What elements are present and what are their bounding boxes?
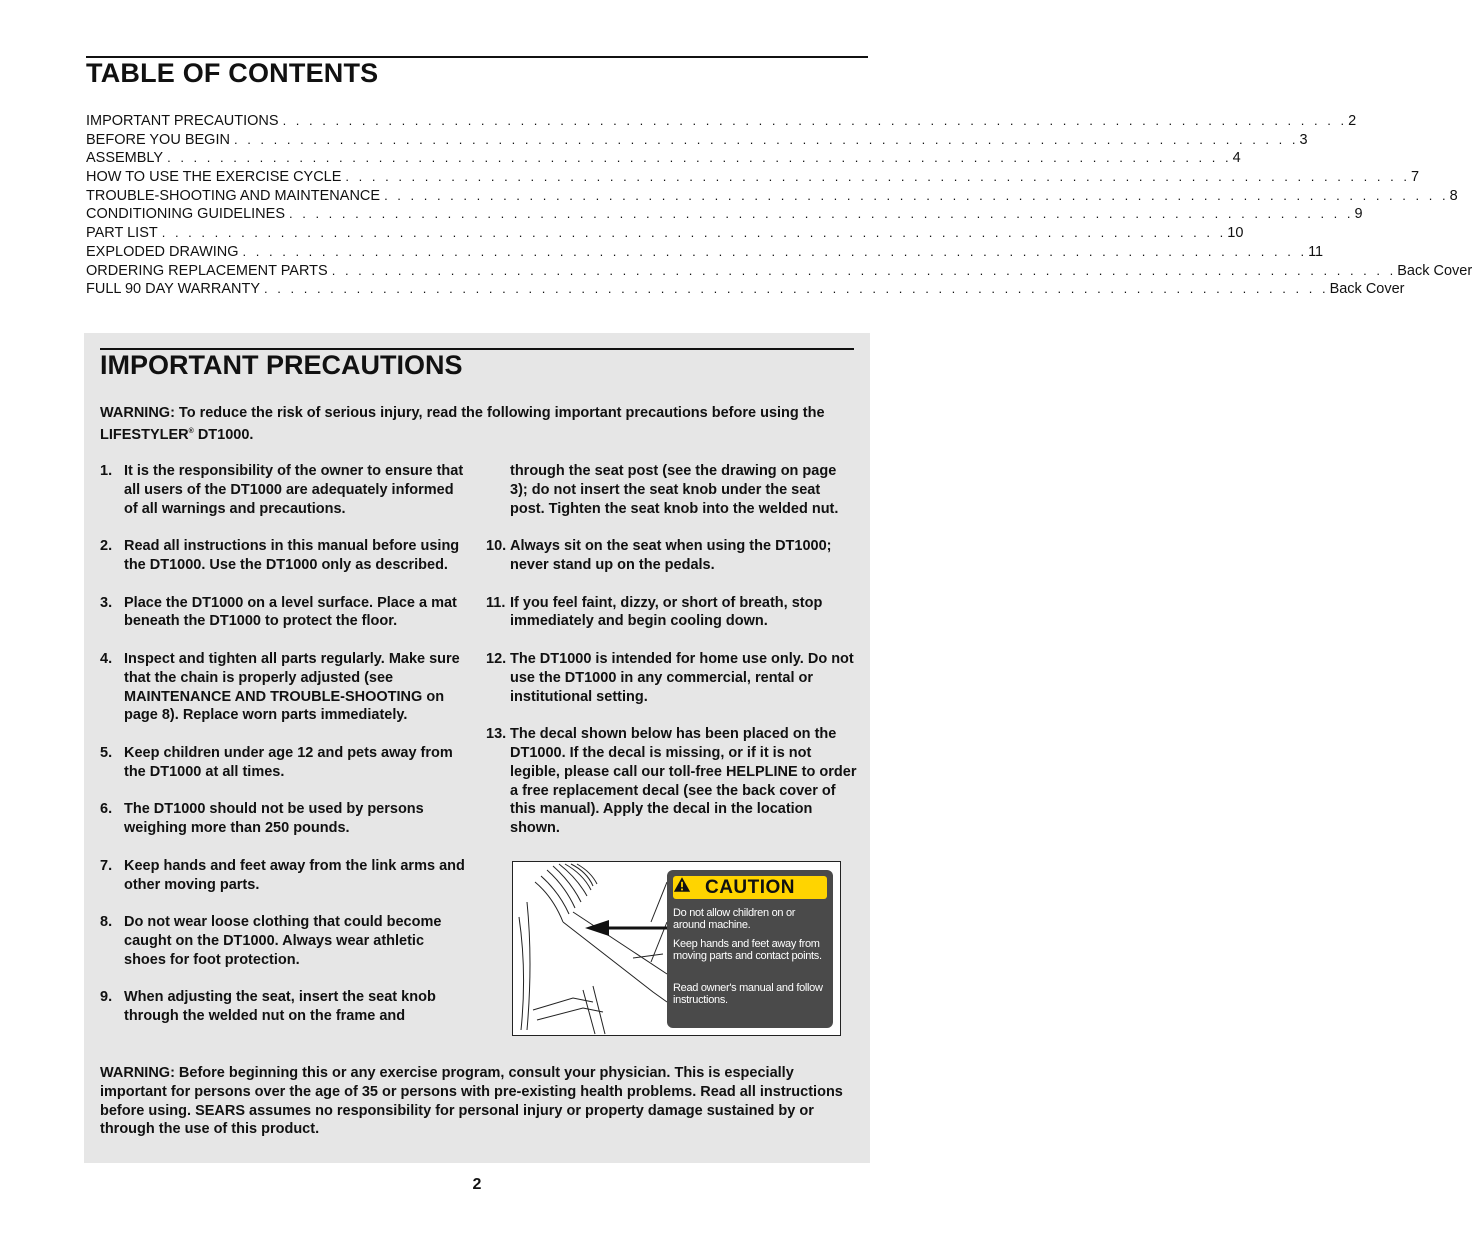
toc-entry [86, 262, 1472, 282]
precaution-item [100, 800, 468, 838]
toc-entry-label: FULL 90 DAY WARRANTY [86, 281, 261, 298]
item-number: 1. [100, 463, 113, 479]
precautions-right-column [486, 462, 858, 857]
toc-leader: . . . . . . . . . . . . . . . . . . . . . . . . . . . . . . . . . . . . . . . . . . . . . . . . . . . . . . . . . . . . . . . . . . . . . . . . . . . . . . . . . [384, 187, 1449, 203]
toc-entry-page: 10 [1227, 225, 1244, 242]
caution-heading: CAUTION [704, 876, 796, 898]
toc-leader: . . . . . . . . . . . . . . . . . . . . . . . . . . . . . . . . . . . . . . . . . . . . . . . . . . . . . . . . . . . . . . . . . . . . . . . . . . . . . . . . . [331, 262, 1397, 278]
toc-title: TABLE OF CONTENTS [86, 58, 379, 88]
item-text: Keep children under age 12 and pets away from the DT1000 at all times. [124, 744, 453, 780]
item-number: 12. [486, 650, 507, 667]
final-warning: WARNING: Before beginning this or any exercise program, consult your physician. This is especially important for persons over the age of 35 or persons with pre-existing health problems. Read all instructions before using. SEARS assumes no responsibility for personal injury or property damage sustained by or through the use of this product. [100, 1065, 843, 1138]
item-number: 7. [100, 857, 113, 874]
toc-entry-label: ASSEMBLY [86, 150, 164, 167]
precaution-item [486, 537, 858, 575]
item-text: If you feel faint, dizzy, or short of breath, stop immediately and begin cooling down. [510, 594, 823, 630]
caution-line: Do not allow children on or around machine. [673, 907, 796, 931]
item-text: Read all instructions in this manual before using the DT1000. Use the DT1000 only as described. [124, 538, 460, 573]
toc-entry-page: 8 [1449, 187, 1458, 204]
toc-leader: . . . . . . . . . . . . . . . . . . . . . . . . . . . . . . . . . . . . . . . . . . . . . . . . . . . . . . . . . . . . . . . . . . . . . . . . . . . . . . . . . [264, 281, 1329, 297]
item-continuation: through the seat post (see the drawing on page 3); do not insert the seat knob under the seat post. Tighten the seat knob into the welded nut. [510, 463, 839, 517]
item-text: Place the DT1000 on a level surface. Place a mat beneath the DT1000 to protect the floor. [124, 594, 457, 630]
toc-leader: . . . . . . . . . . . . . . . . . . . . . . . . . . . . . . . . . . . . . . . . . . . . . . . . . . . . . . . . . . . . . . . . . . . . . . . . . . . . . . . . . [289, 206, 1354, 222]
toc-entry [86, 281, 1405, 300]
precaution-item [100, 744, 468, 782]
item-number: 8. [100, 914, 113, 931]
precautions-left-column [100, 462, 468, 1045]
registered-mark: ® [188, 427, 194, 435]
precaution-item [100, 988, 468, 1026]
caution-header [673, 876, 827, 899]
precaution-item [486, 650, 858, 706]
precautions-title: IMPORTANT PRECAUTIONS [100, 350, 463, 380]
toc-entry [86, 243, 1324, 263]
item-text: The DT1000 is intended for home use only. Do not use the DT1000 in any commercial, rental or institutional setting. [510, 650, 854, 705]
toc-entry-label: CONDITIONING GUIDELINES [86, 206, 285, 223]
toc-entry [86, 225, 1244, 244]
toc-leader: . . . . . . . . . . . . . . . . . . . . . . . . . . . . . . . . . . . . . . . . . . . . . . . . . . . . . . . . . . . . . . . . . . . . . . . . . . . . . . . . . [282, 113, 1348, 128]
toc-entry-label: HOW TO USE THE EXERCISE CYCLE [86, 169, 342, 186]
item-number: 11. [486, 594, 506, 611]
toc-entry-page: 9 [1354, 206, 1363, 223]
item-text: The DT1000 should not be used by persons weighing more than 250 pounds. [124, 801, 424, 837]
precaution-item [100, 537, 468, 575]
precaution-item [100, 650, 468, 725]
toc-leader: . . . . . . . . . . . . . . . . . . . . . . . . . . . . . . . . . . . . . . . . . . . . . . . . . . . . . . . . . . . . . . . . . . . . . . . . . . . . . . . . . [242, 243, 1308, 259]
toc-entry-page: 7 [1410, 169, 1420, 186]
toc-entry [86, 113, 1357, 132]
toc-entry-page: 3 [1299, 131, 1308, 148]
item-text: When adjusting the seat, insert the seat knob through the welded nut on the frame and [124, 989, 436, 1025]
toc-entry-label: EXPLODED DRAWING [86, 243, 239, 260]
precaution-item [486, 725, 858, 838]
precaution-item [100, 913, 468, 969]
toc-entry-label: PART LIST [86, 225, 158, 242]
toc-entry [86, 131, 1308, 151]
precaution-item [100, 857, 468, 895]
item-number: 6. [100, 801, 113, 818]
item-text: The decal shown below has been placed on the DT1000. If the decal is missing, or if it is not legible, please call our toll-free HELPLINE to order a free replacement decal (see the back cover of this manual). Apply the decal in the location shown. [510, 726, 857, 837]
toc-leader: . . . . . . . . . . . . . . . . . . . . . . . . . . . . . . . . . . . . . . . . . . . . . . . . . . . . . . . . . . . . . . . . . . . . . . . . . . . . . . . . . [345, 169, 1410, 185]
toc-entry-label: IMPORTANT PRECAUTIONS [86, 113, 279, 129]
toc-entry [86, 150, 1241, 169]
toc-entry-label: TROUBLE-SHOOTING AND MAINTENANCE [86, 187, 381, 204]
toc-entry-label: BEFORE YOU BEGIN [86, 131, 230, 148]
warning-triangle-icon [673, 876, 691, 893]
toc-entry [86, 187, 1458, 207]
toc-entry [86, 169, 1420, 188]
caution-decal-illustration [512, 861, 841, 1036]
toc-leader: . . . . . . . . . . . . . . . . . . . . . . . . . . . . . . . . . . . . . . . . . . . . . . . . . . . . . . . . . . . . . . . . . . . . . . . . . . . . . . . . . [167, 150, 1232, 166]
toc-entry-page: Back Cover [1397, 262, 1472, 279]
precaution-item [100, 462, 468, 518]
item-number: 4. [100, 650, 113, 667]
toc-entry-label: ORDERING REPLACEMENT PARTS [86, 262, 328, 279]
caution-line: Read owner's manual and follow instructions. [673, 982, 823, 1006]
precautions-panel [84, 333, 870, 1163]
toc-entry-page: Back Cover [1329, 281, 1405, 298]
item-number: 3. [100, 594, 113, 611]
item-number: 2. [100, 538, 113, 555]
page-number: 2 [472, 1176, 482, 1193]
toc-entry [86, 206, 1363, 225]
item-text: It is the responsibility of the owner to ensure that all users of the DT1000 are adequately informed of all warnings and precautions. [124, 463, 464, 517]
item-number: 10. [486, 538, 507, 555]
toc-leader: . . . . . . . . . . . . . . . . . . . . . . . . . . . . . . . . . . . . . . . . . . . . . . . . . . . . . . . . . . . . . . . . . . . . . . . . . . . . . . . . . [161, 225, 1227, 241]
precaution-item [486, 594, 858, 632]
toc-entry-page: 4 [1232, 150, 1241, 167]
intro-warning: WARNING: To reduce the risk of serious injury, read the following important precautions before using the LIFESTYLER® DT1000. [100, 405, 825, 443]
item-number: 5. [100, 744, 113, 761]
caution-line: Keep hands and feet away from moving parts and contact points. [673, 938, 822, 962]
item-text: Inspect and tighten all parts regularly. Make sure that the chain is properly adjusted (see MAINTENANCE AND TROUBLE-SHOOTING on page 8). Replace worn parts immediately. [124, 650, 460, 724]
toc-leader: . . . . . . . . . . . . . . . . . . . . . . . . . . . . . . . . . . . . . . . . . . . . . . . . . . . . . . . . . . . . . . . . . . . . . . . . . . . . . . . . . [233, 131, 1299, 147]
precaution-item [100, 594, 468, 632]
toc-list [86, 113, 1472, 300]
item-number: 9. [100, 989, 113, 1006]
item-text: Keep hands and feet away from the link arms and other moving parts. [124, 857, 465, 893]
item-text: Always sit on the seat when using the DT1000; never stand up on the pedals. [510, 538, 832, 573]
toc-entry-page: 11 [1308, 243, 1324, 260]
item-text: Do not wear loose clothing that could become caught on the DT1000. Always wear athletic shoes for foot protection. [124, 914, 442, 968]
item-number: 13. [486, 726, 507, 743]
toc-entry-page: 2 [1348, 113, 1357, 129]
caution-label [667, 870, 833, 1028]
